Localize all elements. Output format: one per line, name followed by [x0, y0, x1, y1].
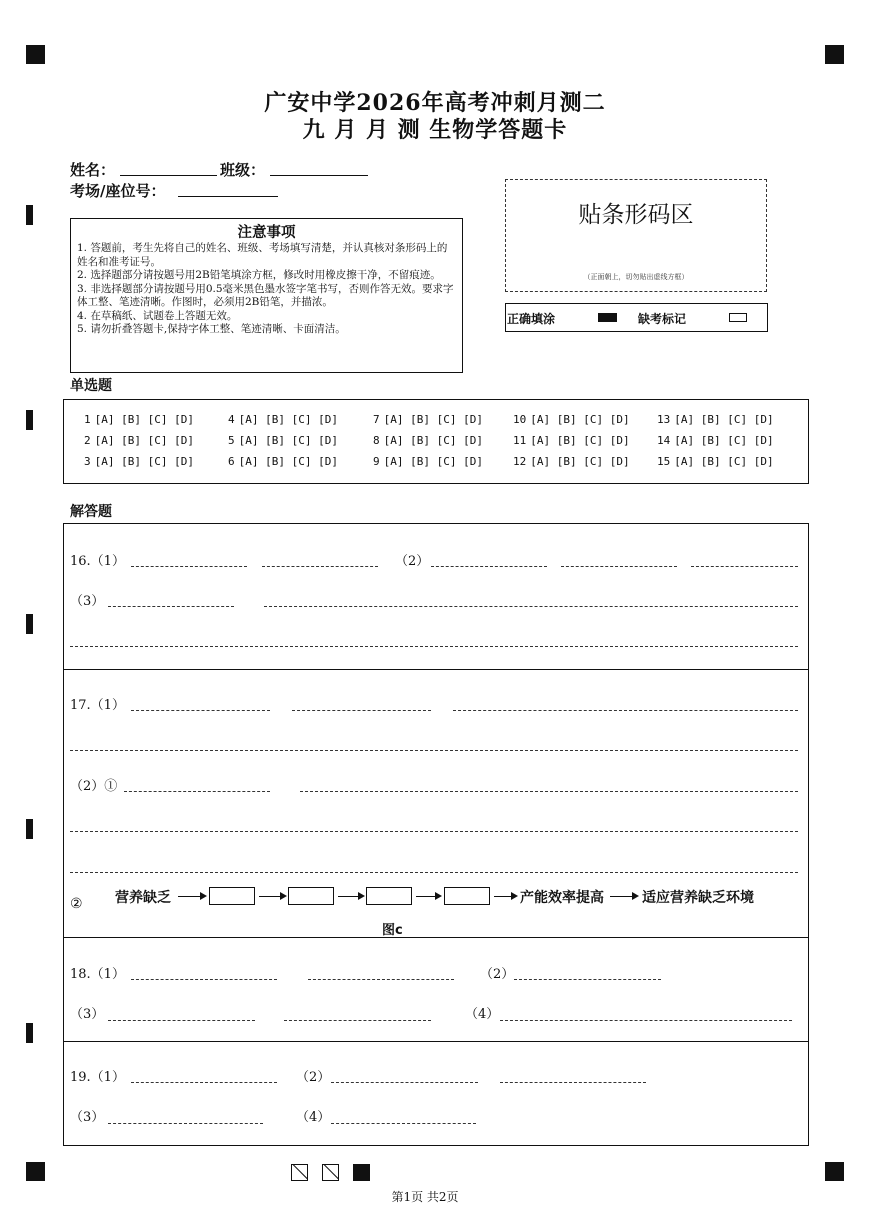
mcq-number: 1 — [84, 413, 91, 426]
flow-start-text: 营养缺乏 — [115, 890, 171, 906]
answer-line[interactable] — [691, 566, 798, 567]
notice-item: 3. 非选择题部分请按题号用0.5毫米黑色墨水签字笔书写，否则作答无效。要求字体工整、笔迹清晰。作图时，必须用2B铅笔，并描浓。 — [77, 282, 454, 308]
figure-caption: 图c — [382, 923, 403, 938]
mcq-question-12 — [513, 455, 630, 468]
q17-part2-label: （2）① — [70, 779, 118, 794]
notice-list — [71, 242, 462, 337]
q18-part4-label: （4） — [465, 1007, 500, 1022]
flow-arrow — [259, 896, 285, 897]
divider — [63, 669, 809, 670]
q18-part2-label: （2） — [480, 967, 515, 982]
mcq-options[interactable]: [A] [B] [C] [D] — [674, 455, 774, 468]
answer-box — [63, 523, 809, 1146]
answer-line[interactable] — [331, 1123, 476, 1124]
flow-arrow — [178, 896, 205, 897]
flow-blank-box-4[interactable] — [444, 887, 490, 905]
notice-title: 注意事项 — [237, 224, 296, 241]
name-field[interactable] — [120, 175, 217, 176]
answer-line[interactable] — [292, 710, 431, 711]
answer-line[interactable] — [308, 979, 454, 980]
answer-line[interactable] — [453, 710, 798, 711]
mcq-number: 4 — [228, 413, 235, 426]
answer-line[interactable] — [500, 1020, 792, 1021]
corner-mark-top-left — [26, 45, 45, 64]
mcq-question-4 — [228, 413, 338, 426]
flow-blank-box-3[interactable] — [366, 887, 412, 905]
mcq-options[interactable]: [A] [B] [C] [D] — [383, 434, 483, 447]
timing-mark — [26, 819, 33, 839]
corner-mark-bottom-right — [825, 1162, 844, 1181]
mcq-number: 11 — [513, 434, 527, 447]
mcq-number: 7 — [373, 413, 380, 426]
answer-line[interactable] — [108, 606, 234, 607]
notice-item: 2. 选择题部分请按题号用2B铅笔填涂方框，修改时用橡皮擦干净，不留痕迹。 — [77, 269, 441, 281]
seat-field[interactable] — [178, 196, 278, 197]
answer-line[interactable] — [300, 791, 798, 792]
mcq-question-5 — [228, 434, 338, 447]
q19-part4-label: （4） — [296, 1110, 331, 1125]
divider — [63, 1041, 809, 1042]
q18-part3-label: （3） — [70, 1007, 105, 1022]
card-title: 九 月 月 测 生物学答题卡 — [302, 117, 568, 143]
name-label: 姓名： — [70, 161, 116, 179]
answer-line[interactable] — [131, 979, 277, 980]
answer-line[interactable] — [108, 1020, 255, 1021]
mcq-options[interactable]: [A] [B] [C] [D] — [94, 434, 194, 447]
correct-fill-label: 正确填涂 — [507, 312, 556, 326]
flow-end-text-1: 产能效率提高 — [520, 890, 604, 906]
flow-blank-box-1[interactable] — [209, 887, 255, 905]
mcq-question-14 — [657, 434, 774, 447]
mcq-number: 6 — [228, 455, 235, 468]
answer-line[interactable] — [262, 566, 378, 567]
timing-mark — [26, 1023, 33, 1043]
mcq-number: 3 — [84, 455, 91, 468]
q18-part1-label: 18.（1） — [70, 967, 125, 982]
timing-mark — [26, 410, 33, 430]
mcq-question-11 — [513, 434, 630, 447]
mcq-question-7 — [373, 413, 483, 426]
mcq-question-3 — [84, 455, 194, 468]
answer-line[interactable] — [431, 566, 547, 567]
flow-end-text-2: 适应营养缺乏环境 — [642, 890, 754, 906]
mcq-options[interactable]: [A] [B] [C] [D] — [674, 413, 774, 426]
mcq-options[interactable]: [A] [B] [C] [D] — [238, 434, 338, 447]
mcq-options[interactable]: [A] [B] [C] [D] — [94, 413, 194, 426]
mcq-number: 2 — [84, 434, 91, 447]
mcq-options[interactable]: [A] [B] [C] [D] — [530, 434, 630, 447]
section-answer: 解答题 — [70, 504, 112, 520]
absent-mark-box[interactable] — [729, 313, 747, 322]
seat-label: 考场/座位号： — [70, 182, 166, 200]
notice-item: 5. 请勿折叠答题卡,保持字体工整、笔迹清晰、卡面清洁。 — [77, 323, 346, 335]
flow-arrow — [338, 896, 363, 897]
barcode-title: 贴条形码区 — [578, 202, 694, 228]
timing-mark — [26, 205, 33, 225]
answer-line[interactable] — [284, 1020, 431, 1021]
answer-line[interactable] — [124, 791, 270, 792]
flow-blank-box-2[interactable] — [288, 887, 334, 905]
q16-part2-label: （2） — [395, 554, 430, 569]
mcq-question-8 — [373, 434, 483, 447]
class-field[interactable] — [270, 175, 368, 176]
barcode-area[interactable] — [505, 179, 767, 292]
flow-arrow — [610, 896, 637, 897]
mcq-options[interactable]: [A] [B] [C] [D] — [530, 455, 630, 468]
mcq-number: 14 — [657, 434, 671, 447]
mcq-number: 9 — [373, 455, 380, 468]
flow-arrow — [494, 896, 516, 897]
answer-line[interactable] — [561, 566, 677, 567]
answer-line[interactable] — [70, 872, 798, 873]
mcq-question-6 — [228, 455, 338, 468]
page-number: 第1页 共2页 — [391, 1190, 459, 1204]
divider — [63, 937, 809, 938]
corner-mark-top-right — [825, 45, 844, 64]
mcq-options[interactable]: [A] [B] [C] [D] — [383, 455, 483, 468]
flow-arrow — [416, 896, 440, 897]
page-code-crossed-box — [322, 1164, 339, 1181]
mcq-number: 5 — [228, 434, 235, 447]
q17-part1-label: 17.（1） — [70, 698, 125, 713]
answer-line[interactable] — [131, 710, 270, 711]
mcq-question-2 — [84, 434, 194, 447]
answer-line[interactable] — [264, 606, 798, 607]
corner-mark-bottom-left — [26, 1162, 45, 1181]
mcq-number: 12 — [513, 455, 527, 468]
mcq-options[interactable]: [A] [B] [C] [D] — [238, 413, 338, 426]
answer-line[interactable] — [514, 979, 661, 980]
mcq-number: 10 — [513, 413, 527, 426]
mcq-question-10 — [513, 413, 630, 426]
page-code-filled-box — [353, 1164, 370, 1181]
mcq-options[interactable]: [A] [B] [C] [D] — [674, 434, 774, 447]
mcq-options[interactable]: [A] [B] [C] [D] — [94, 455, 194, 468]
notice-item: 4. 在草稿纸、试题卷上答题无效。 — [77, 309, 238, 322]
answer-line[interactable] — [108, 1123, 263, 1124]
mcq-number: 8 — [373, 434, 380, 447]
answer-line[interactable] — [131, 1082, 277, 1083]
mcq-question-13 — [657, 413, 774, 426]
q16-part1-label: 16.（1） — [70, 554, 125, 569]
absent-mark-label: 缺考标记 — [638, 312, 687, 326]
q16-part3-label: （3） — [70, 594, 105, 609]
answer-line[interactable] — [500, 1082, 646, 1083]
mcq-question-15 — [657, 455, 774, 468]
mcq-options[interactable]: [A] [B] [C] [D] — [530, 413, 630, 426]
answer-line[interactable] — [331, 1082, 478, 1083]
answer-line[interactable] — [70, 646, 798, 647]
mcq-options[interactable]: [A] [B] [C] [D] — [383, 413, 483, 426]
correct-fill-sample — [598, 313, 617, 322]
class-label: 班级： — [220, 161, 266, 179]
notice-box — [70, 218, 463, 373]
timing-mark — [26, 614, 33, 634]
mcq-question-9 — [373, 455, 483, 468]
answer-line[interactable] — [70, 831, 798, 832]
exam-title: 广安中学2026年高考冲刺月测二 — [264, 90, 606, 116]
q19-part3-label: （3） — [70, 1110, 105, 1125]
answer-line[interactable] — [131, 566, 247, 567]
mcq-question-1 — [84, 413, 194, 426]
notice-item: 1. 答题前，考生先将自己的姓名、班级、考场填写清楚，并认真核对条形码上的姓名和准考证号。 — [77, 242, 448, 268]
section-single-choice: 单选题 — [70, 378, 112, 394]
q17-circle2-label: ② — [70, 896, 83, 912]
mcq-options[interactable]: [A] [B] [C] [D] — [238, 455, 338, 468]
fill-legend — [505, 303, 768, 332]
mcq-number: 13 — [657, 413, 671, 426]
page-code-crossed-box — [291, 1164, 308, 1181]
answer-line[interactable] — [70, 750, 798, 751]
q19-part1-label: 19.（1） — [70, 1070, 125, 1085]
barcode-note: （正面朝上，切勿贴出虚线方框） — [583, 273, 689, 281]
q19-part2-label: （2） — [296, 1070, 331, 1085]
mcq-number: 15 — [657, 455, 671, 468]
